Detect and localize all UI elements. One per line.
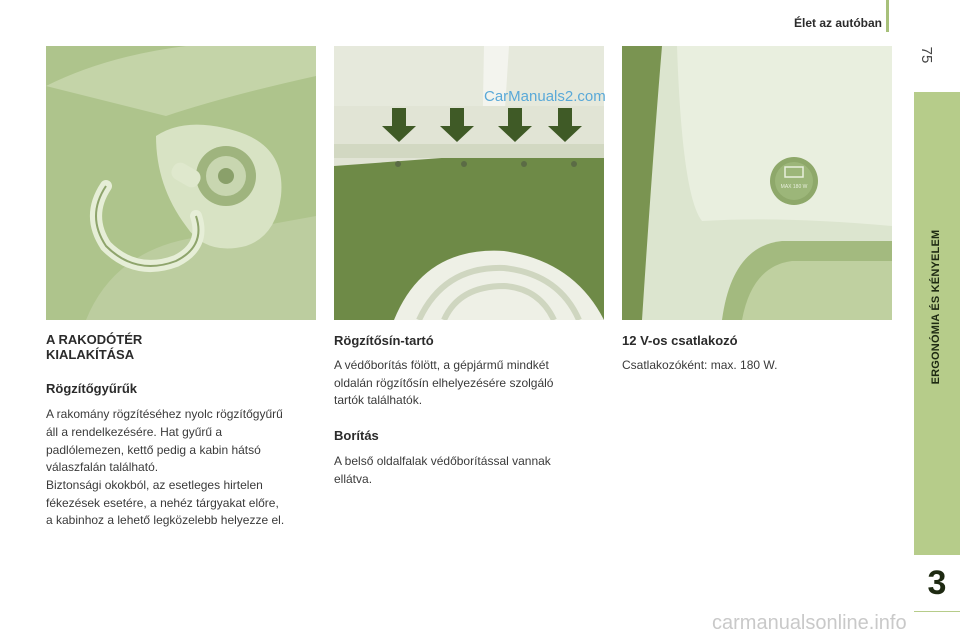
paragraph-line: A rakomány rögzítéséhez nyolc rögzítőgyűrű [46, 407, 283, 421]
tie-down-ring-illustration [46, 46, 316, 320]
paragraph-line: padlólemezen, kettő pedig a kabin hátsó [46, 443, 261, 457]
chapter-sidebar [914, 92, 960, 612]
subtitle-covering: Borítás [334, 428, 379, 443]
paragraph-line: áll a rendelkezésére. Hat gyűrű a [46, 425, 223, 439]
paragraph-line: A védőborítás fölött, a gépjármű mindkét [334, 358, 549, 372]
paragraph-line: A belső oldalfalak védőborítással vannak [334, 454, 551, 468]
running-header: Élet az autóban [793, 16, 882, 30]
section-title-line-2: KIALAKÍTÁSA [46, 347, 135, 362]
tie-down-ring-photo [46, 46, 316, 320]
socket-illustration [622, 46, 892, 320]
socket-photo [622, 46, 892, 320]
section-title-line-1: A RAKODÓTÉR [46, 332, 143, 347]
paragraph-line: válaszfalán található. [46, 460, 159, 474]
subtitle-12v-socket: 12 V-os csatlakozó [622, 333, 738, 348]
paragraph-line: Csatlakozóként: max. 180 W. [622, 358, 778, 372]
paragraph-line: Biztonsági okokból, az esetleges hirtelen [46, 478, 263, 492]
header-rule [886, 0, 889, 32]
watermark-text: CarManuals2.com [484, 88, 606, 105]
paragraph-line: oldalán rögzítősín elhelyezésére szolgáló [334, 376, 554, 390]
footer-watermark: carmanualsonline.info [712, 612, 907, 634]
subtitle-rail-holder: Rögzítősín-tartó [334, 333, 434, 348]
paragraph-line: ellátva. [334, 472, 373, 486]
subtitle-tie-down-rings: Rögzítőgyűrűk [46, 381, 137, 396]
page-number: 75 [918, 46, 935, 64]
chapter-title: ERGONÓMIA ÉS KÉNYELEM [930, 229, 942, 385]
paragraph-line: tartók találhatók. [334, 393, 423, 407]
chapter-number: 3 [914, 555, 960, 611]
socket-label: MAX 180 W [780, 184, 808, 190]
paragraph-line: fékezések esetére, a nehéz tárgyakat előre, [46, 496, 279, 510]
paragraph-line: a kabinhoz a lehető legközelebb helyezze el. [46, 513, 285, 527]
